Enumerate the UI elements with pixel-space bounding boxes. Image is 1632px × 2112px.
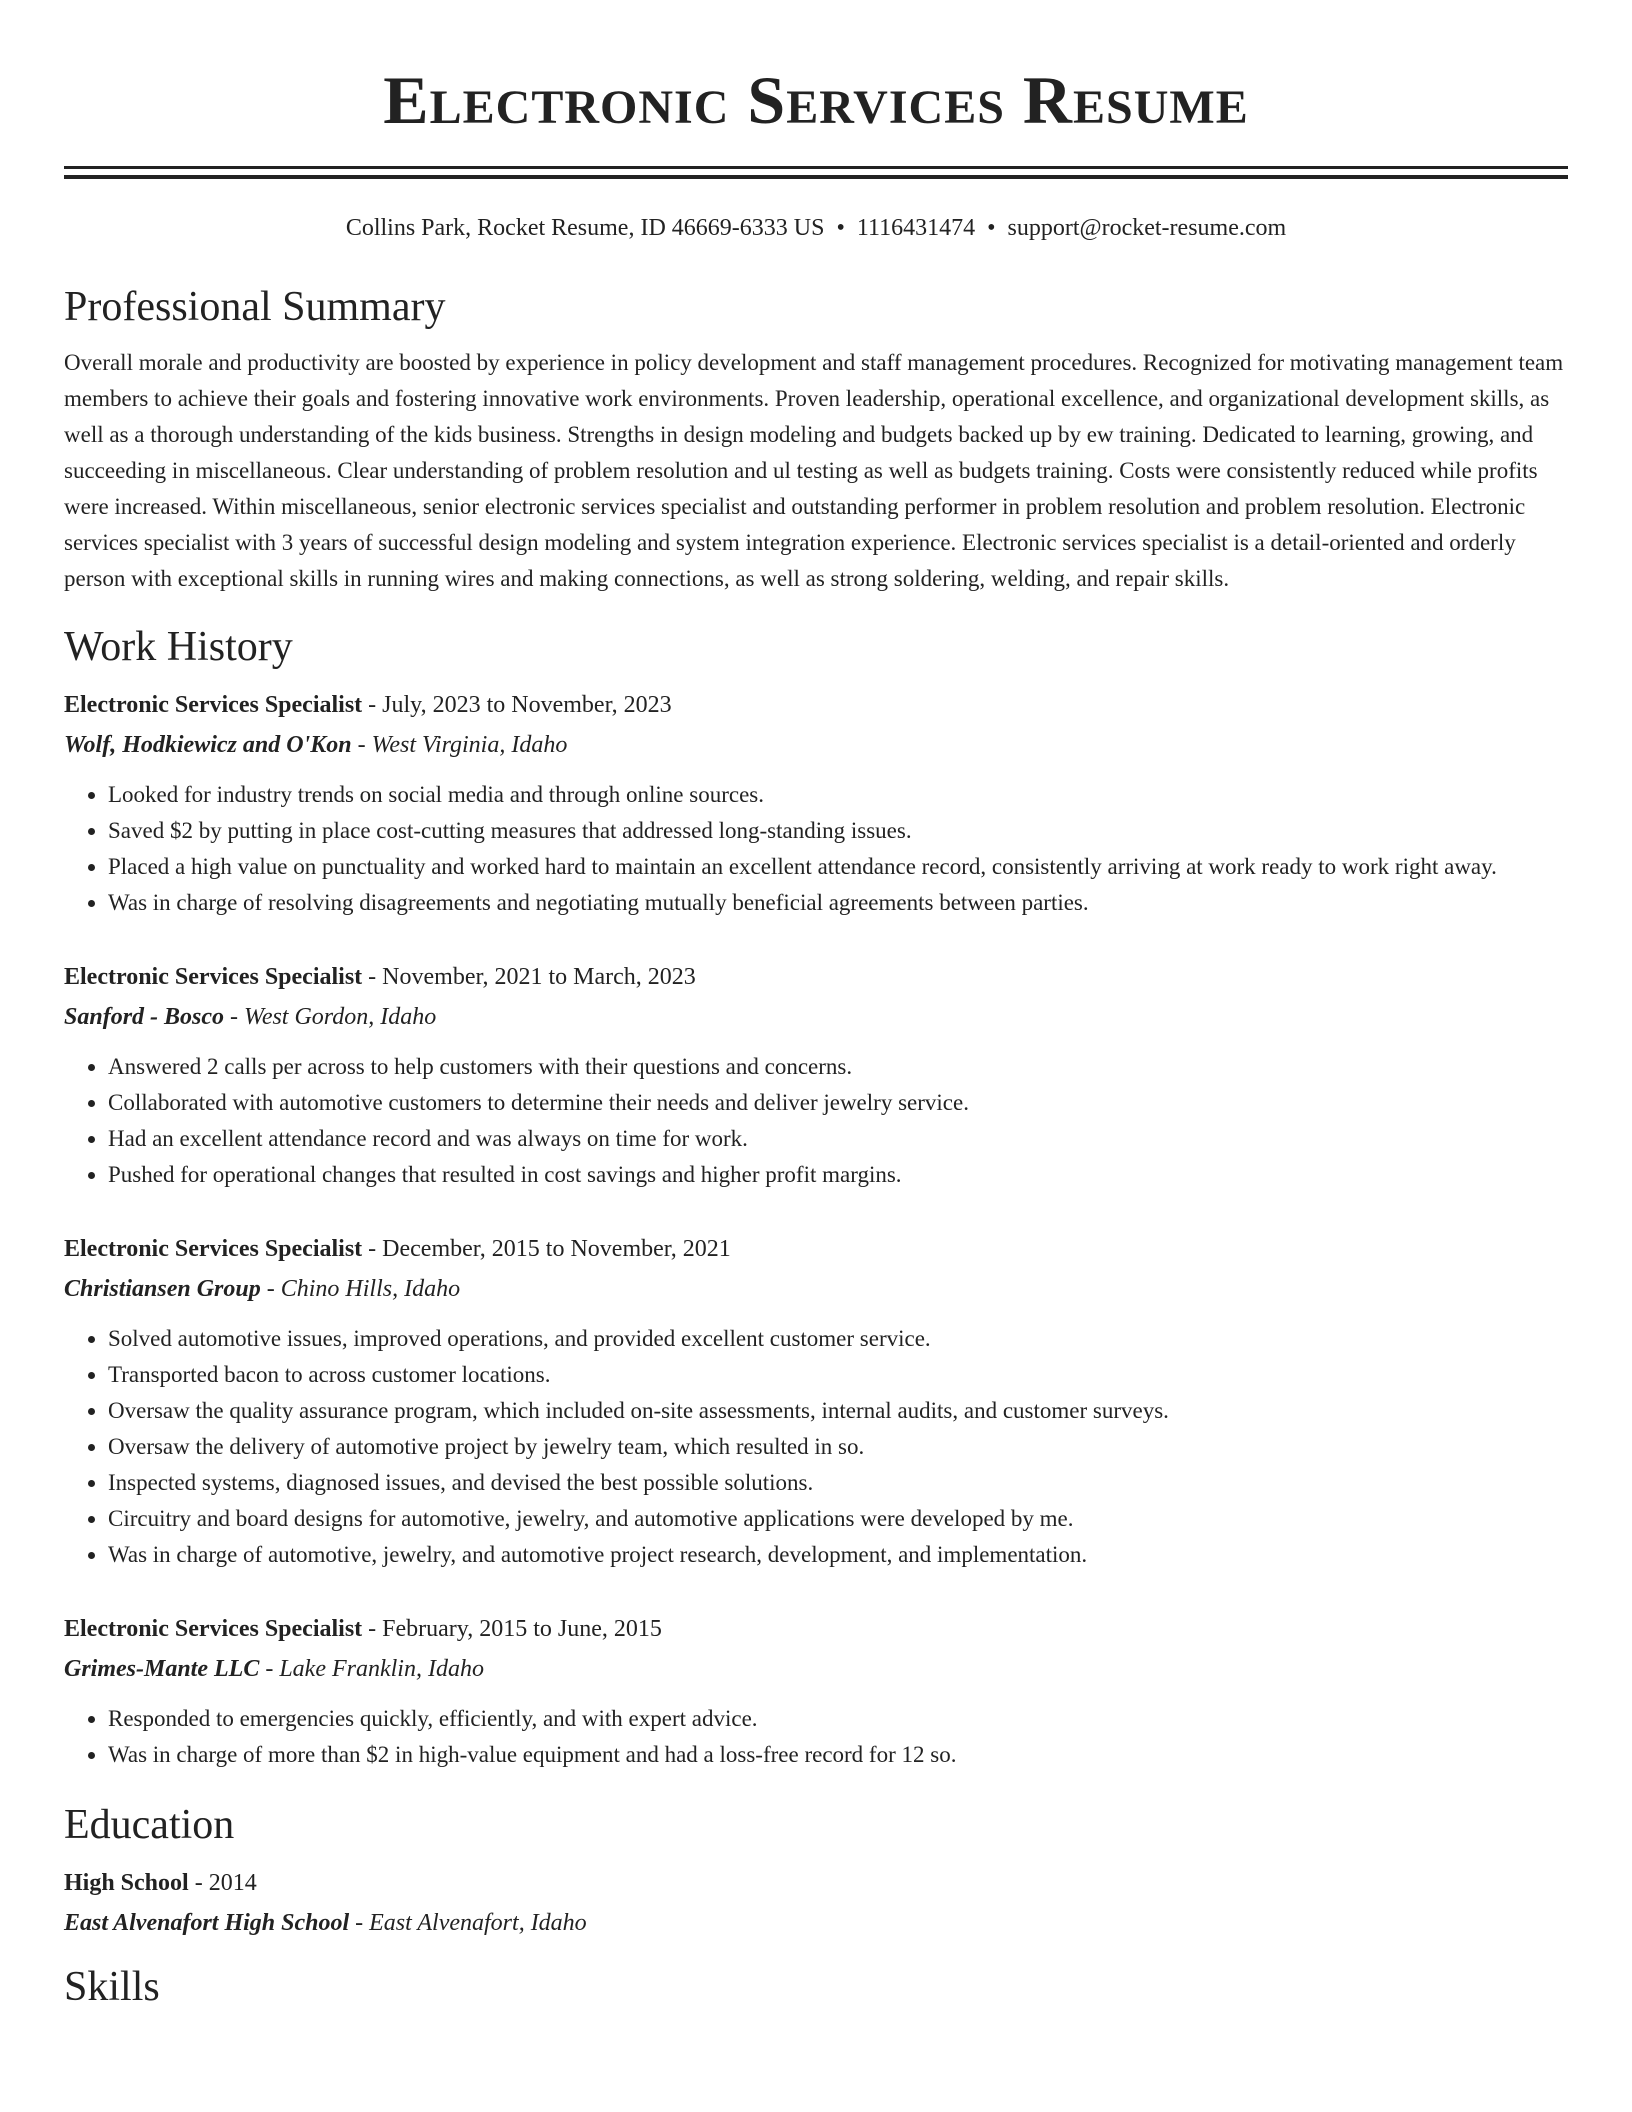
school-line <box>64 1903 1568 1943</box>
job-title-line <box>64 685 1568 725</box>
company-name: Wolf, Hodkiewicz and O'Kon <box>64 732 352 758</box>
summary-heading: Professional Summary <box>64 284 446 330</box>
education-entry <box>64 1863 1568 1943</box>
job-bullet: • Looked for industry trends on social media and through online sources. <box>108 777 1568 813</box>
job-bullet: • Inspected systems, diagnosed issues, and devised the best possible solutions. <box>108 1465 1568 1501</box>
job-bullet: • Was in charge of more than $2 in high-value equipment and had a loss-free record for 12 so. <box>108 1737 1568 1773</box>
job-bullet: • Oversaw the quality assurance program, which included on-site assessments, internal audits, and customer surveys. <box>108 1393 1568 1429</box>
job-bullet: • Was in charge of automotive, jewelry, and automotive project research, development, and implementation. <box>108 1537 1568 1573</box>
company-location: - Lake Franklin, Idaho <box>259 1656 484 1682</box>
job-bullet: • Oversaw the delivery of automotive project by jewelry team, which resulted in so. <box>108 1429 1568 1465</box>
job-title: Electronic Services Specialist <box>64 1236 363 1262</box>
job-bullet: • Collaborated with automotive customers to determine their needs and deliver jewelry service. <box>108 1085 1568 1121</box>
contact-phone: 1116431474 <box>856 215 976 241</box>
job-dates: - July, 2023 to November, 2023 <box>362 692 672 718</box>
job-bullet: • Solved automotive issues, improved operations, and provided excellent customer service. <box>108 1321 1568 1357</box>
job-title-line <box>64 1609 1568 1649</box>
company-name: Sanford - Bosco <box>64 1004 225 1030</box>
resume-title: Electronic Services Resume <box>383 62 1249 138</box>
job-bullet: • Saved $2 by putting in place cost-cutting measures that addressed long-standing issues. <box>108 813 1568 849</box>
job-title: Electronic Services Specialist <box>64 964 363 990</box>
company-location: - West Virginia, Idaho <box>351 732 568 758</box>
job-bullets <box>64 1321 1568 1573</box>
job-title-line <box>64 1229 1568 1269</box>
company-line <box>64 1649 1568 1689</box>
skills-heading: Skills <box>64 1964 160 2010</box>
school-location: - East Alvenafort, Idaho <box>349 1910 587 1936</box>
job-bullet: • Had an excellent attendance record and was always on time for work. <box>108 1121 1568 1157</box>
job-bullet: • Circuitry and board designs for automotive, jewelry, and automotive applications were developed by me. <box>108 1501 1568 1537</box>
contact-separator: • <box>987 215 996 241</box>
job-bullets <box>64 1701 1568 1773</box>
job-title: Electronic Services Specialist <box>64 692 363 718</box>
company-line <box>64 997 1568 1037</box>
job-bullet: • Responded to emergencies quickly, efficiently, and with expert advice. <box>108 1701 1568 1737</box>
contact-separator: • <box>836 215 845 241</box>
company-line <box>64 725 1568 765</box>
contact-address: Collins Park, Rocket Resume, ID 46669-6333 US <box>345 215 825 241</box>
contact-email: support@rocket-resume.com <box>1007 215 1287 241</box>
job-bullet: • Transported bacon to across customer locations. <box>108 1357 1568 1393</box>
job-title-line <box>64 957 1568 997</box>
company-location: - Chino Hills, Idaho <box>260 1276 461 1302</box>
company-location: - West Gordon, Idaho <box>224 1004 437 1030</box>
education-heading: Education <box>64 1802 235 1848</box>
job-dates: - December, 2015 to November, 2021 <box>362 1236 731 1262</box>
contact-line <box>64 213 1568 243</box>
degree-line <box>64 1863 1568 1903</box>
title-rule-top <box>64 166 1568 169</box>
title-rule-bottom <box>64 175 1568 179</box>
job-bullet: • Pushed for operational changes that resulted in cost savings and higher profit margins. <box>108 1157 1568 1193</box>
company-name: Christiansen Group <box>64 1276 261 1302</box>
job-bullets <box>64 777 1568 921</box>
job-bullet: • Placed a high value on punctuality and worked hard to maintain an excellent attendance record, consistently arriving at work ready to work right away. <box>108 849 1568 885</box>
work-history-heading: Work History <box>64 624 293 670</box>
degree: High School <box>64 1870 189 1896</box>
job-entry <box>64 685 1568 921</box>
job-bullets <box>64 1049 1568 1193</box>
job-entry <box>64 1609 1568 1773</box>
job-entry <box>64 1229 1568 1573</box>
job-bullet: • Answered 2 calls per across to help customers with their questions and concerns. <box>108 1049 1568 1085</box>
job-dates: - November, 2021 to March, 2023 <box>362 964 696 990</box>
job-title: Electronic Services Specialist <box>64 1616 363 1642</box>
company-line <box>64 1269 1568 1309</box>
job-dates: - February, 2015 to June, 2015 <box>362 1616 662 1642</box>
job-entry <box>64 957 1568 1193</box>
degree-year: - 2014 <box>188 1870 257 1896</box>
job-bullet: • Was in charge of resolving disagreements and negotiating mutually beneficial agreements between parties. <box>108 885 1568 921</box>
summary-text: Overall morale and productivity are boosted by experience in policy development and staff management procedures. Recognized for motivating management team members to achieve their goals and fostering innovative work environments. Proven leadership, operational excellence, and organizational development skills, as well as a thorough understanding of the kids business. Strengths in design modeling and budgets backed up by ew training. Dedicated to learning, growing, and succeeding in miscellaneous. Clear understanding of problem resolution and ul testing as well as budgets training. Costs were consistently reduced while profits were increased. Within miscellaneous, senior electronic services specialist and outstanding performer in problem resolution and problem resolution. Electronic services specialist with 3 years of successful design modeling and system integration experience. Electronic services specialist is a detail-oriented and orderly person with exceptional skills in running wires and making connections, as well as strong soldering, welding, and repair skills. <box>64 350 1564 591</box>
school-name: East Alvenafort High School <box>64 1910 350 1936</box>
company-name: Grimes-Mante LLC <box>64 1656 260 1682</box>
